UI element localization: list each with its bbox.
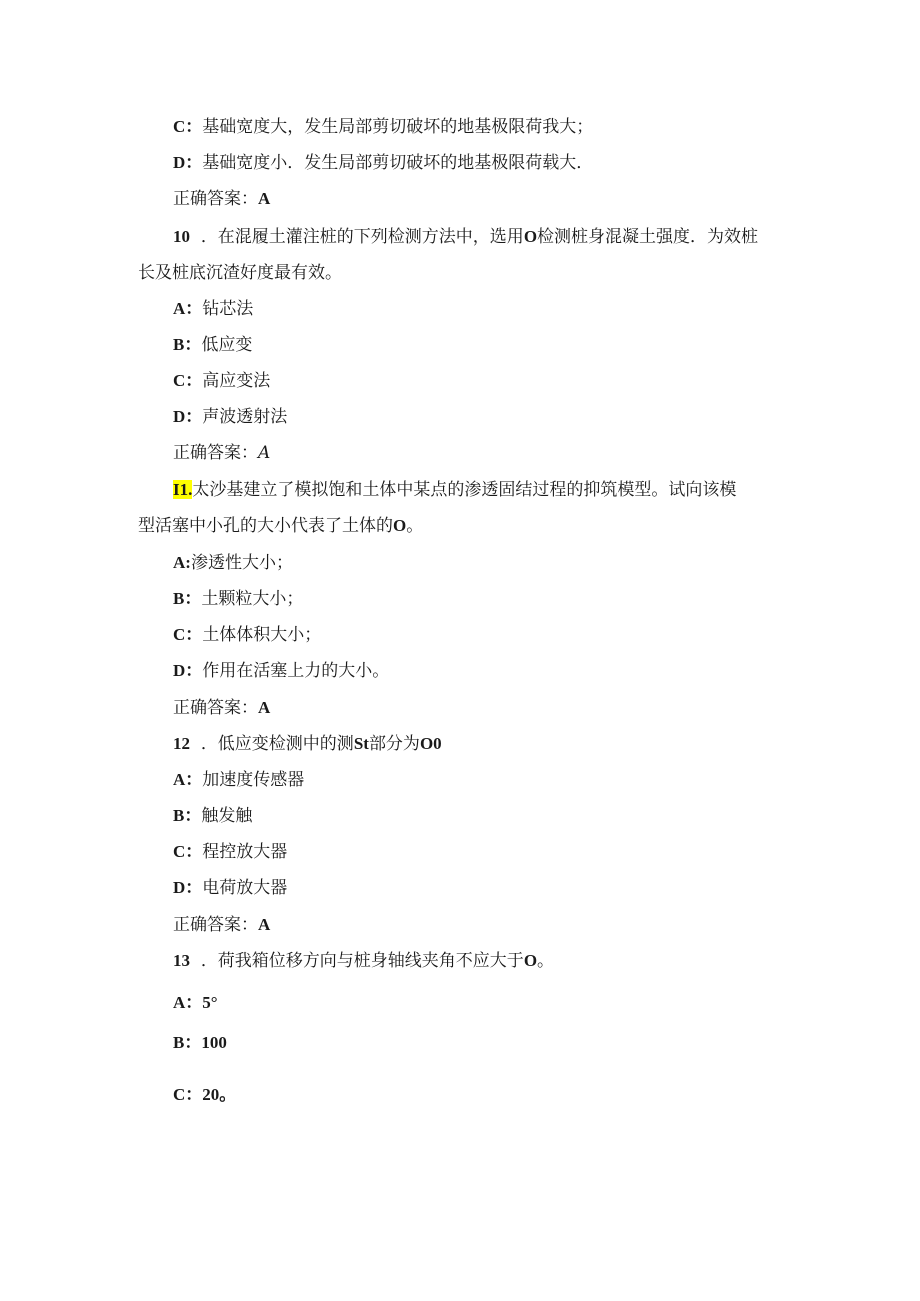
q12-option-a <box>173 769 304 791</box>
q12-option-d-text: 电荷放大器 <box>202 878 288 898</box>
q10-answer <box>173 442 270 464</box>
q9-option-d <box>173 152 593 174</box>
q9-answer-label: 正确答案： <box>173 189 258 209</box>
q10-option-d-text: 声波透射法 <box>202 407 288 427</box>
q12-option-d <box>173 877 287 899</box>
q11-option-b <box>173 588 303 610</box>
q9-answer <box>173 188 270 210</box>
q12-number: 12 <box>173 734 190 753</box>
q11-stem-line2-suffix: 。 <box>406 516 424 536</box>
q11-option-a <box>173 552 293 574</box>
q10-option-a-text: 钻芯法 <box>202 299 254 319</box>
q11-stem-blank: O <box>393 516 407 535</box>
q11-option-c-label: C： <box>173 625 203 644</box>
q12-option-c-label: C： <box>173 842 203 861</box>
q10-option-b-label: B： <box>173 335 202 354</box>
q10-option-a-label: A： <box>173 299 203 318</box>
q10-stem-prefix: ．在混履土灌注桩的下列检测方法中，选用 <box>200 227 524 247</box>
q11-option-d-text: 作用在活塞上力的大小。 <box>202 661 390 681</box>
q9-option-c-label: C： <box>173 117 203 136</box>
q13-option-c <box>173 1084 236 1106</box>
q13-option-a <box>173 992 218 1014</box>
q11-option-c-text: 土体体积大小； <box>202 625 322 645</box>
q13-stem <box>173 950 554 972</box>
q10-stem-suffix: 检测桩身混凝土强度．为效桩 <box>537 227 759 247</box>
q11-stem-line2-prefix: 型活塞中小孔的大小代表了土体的 <box>138 516 393 536</box>
q13-option-b <box>173 1032 227 1054</box>
q13-stem-prefix: ．荷我箱位移方向与桩身轴线夹角不应大于 <box>200 951 524 971</box>
q11-answer-label: 正确答案： <box>173 698 258 718</box>
q11-stem-line1: 太沙基建立了模拟饱和土体中某点的渗透固结过程的抑筑模型。试向该模 <box>192 480 737 500</box>
q13-option-b-text: 100 <box>201 1033 227 1052</box>
q10-option-c-label: C： <box>173 371 203 390</box>
q10-answer-label: 正确答案： <box>173 443 258 463</box>
q11-option-a-label: A: <box>173 553 191 572</box>
q12-option-a-text: 加速度传感器 <box>202 770 305 790</box>
q12-stem-blank: O0 <box>419 734 442 753</box>
q9-answer-value: A <box>258 189 271 208</box>
q10-stem <box>173 226 758 248</box>
q10-option-a <box>173 298 253 320</box>
q12-stem-prefix: ．低应变检测中的测 <box>200 734 354 754</box>
q11-option-d <box>173 660 389 682</box>
q11-stem-line2 <box>138 515 423 537</box>
q10-option-c-text: 高应变法 <box>202 371 271 391</box>
q13-option-a-text: 5° <box>202 993 218 1012</box>
q12-option-c-text: 程控放大器 <box>202 842 288 862</box>
q10-stem-blank: O <box>523 227 538 246</box>
q13-stem-blank: O <box>523 951 538 970</box>
q12-answer <box>173 914 270 936</box>
q11-option-d-label: D： <box>173 661 203 680</box>
q12-stem-bold: St <box>353 734 369 753</box>
q12-stem-mid: 部分为 <box>368 734 420 754</box>
q13-number: 13 <box>173 951 190 970</box>
q10-option-b-text: 低应变 <box>201 335 253 355</box>
q10-option-c <box>173 370 270 392</box>
q9-option-c <box>173 116 593 138</box>
q12-stem <box>173 733 442 755</box>
q12-answer-label: 正确答案： <box>173 915 258 935</box>
q11-stem <box>173 479 736 501</box>
q13-option-c-label: C： <box>173 1085 203 1104</box>
q11-option-b-label: B： <box>173 589 202 608</box>
q13-stem-suffix: 。 <box>537 951 555 971</box>
q13-option-b-label: B： <box>173 1033 202 1052</box>
q11-answer-value: A <box>258 698 271 717</box>
q12-option-c <box>173 841 287 863</box>
q10-answer-value: A <box>258 443 271 463</box>
q11-answer <box>173 697 270 719</box>
q12-option-a-label: A： <box>173 770 203 789</box>
q12-option-b-label: B： <box>173 806 202 825</box>
q9-option-c-text: 基础宽度大，发生局部剪切破坏的地基极限荷我大； <box>202 117 594 137</box>
q10-option-d <box>173 406 287 428</box>
q13-option-a-label: A： <box>173 993 203 1012</box>
q11-number: I1. <box>173 480 193 499</box>
q11-option-c <box>173 624 321 646</box>
q10-stem-line2: 长及桩底沉渣好度最有效。 <box>138 263 342 283</box>
q9-option-d-label: D： <box>173 153 203 172</box>
q10-option-b <box>173 334 252 356</box>
q12-option-d-label: D： <box>173 878 203 897</box>
q11-option-a-text: 渗透性大小； <box>190 553 293 573</box>
q11-option-b-text: 土颗粒大小； <box>201 589 304 609</box>
q12-answer-value: A <box>258 915 271 934</box>
q12-option-b-text: 触发触 <box>201 806 253 826</box>
q13-option-c-text: 20。 <box>202 1085 237 1104</box>
q10-number: 10 <box>173 227 190 246</box>
q12-option-b <box>173 805 252 827</box>
q10-option-d-label: D： <box>173 407 203 426</box>
q9-option-d-text: 基础宽度小．发生局部剪切破坏的地基极限荷载大． <box>202 153 594 173</box>
